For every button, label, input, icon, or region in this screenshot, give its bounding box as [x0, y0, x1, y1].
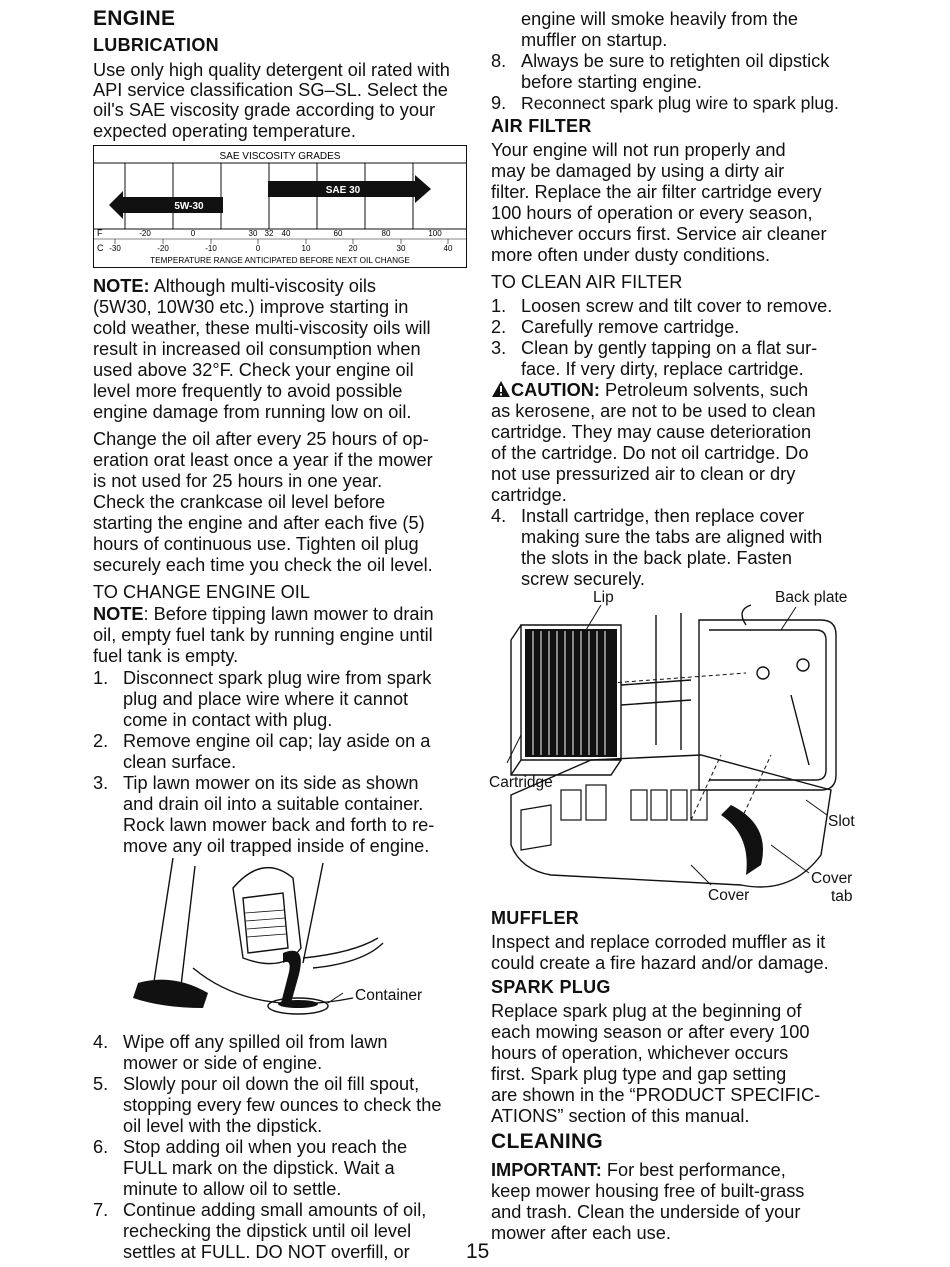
step-number: 7.	[93, 1200, 109, 1220]
caution-line: CAUTION: Petroleum solvents, such	[491, 380, 808, 400]
step-line: Tip lawn mower on its side as shown	[123, 773, 419, 793]
air-filter-heading: AIR FILTER	[491, 116, 592, 136]
chart-footer: TEMPERATURE RANGE ANTICIPATED BEFORE NEXT OIL CHANGE	[150, 256, 410, 265]
sae30-label: SAE 30	[325, 185, 361, 196]
air-filter-line: whichever occurs first. Service air cleaner	[491, 224, 827, 244]
note2-line: fuel tank is empty.	[93, 646, 239, 666]
chart-title: SAE VISCOSITY GRADES	[219, 151, 341, 162]
note1-line: result in increased oil consumption when	[93, 339, 421, 359]
caution-line: cartridge. They may cause deterioration	[491, 422, 812, 442]
step-line: Always be sure to retighten oil dipstick	[521, 51, 830, 71]
step-line: FULL mark on the dipstick. Wait a	[123, 1158, 395, 1178]
c-tick: -30	[109, 244, 121, 253]
continued-line: engine will smoke heavily from the	[521, 9, 798, 29]
step-line: face. If very dirty, replace cartridge.	[521, 359, 804, 379]
page-number: 15	[466, 1240, 490, 1263]
step-line: the slots in the back plate. Fasten	[521, 548, 792, 568]
important-line: and trash. Clean the underside of your	[491, 1202, 801, 1222]
f-tick: 0	[190, 229, 196, 238]
c-tick: 10	[301, 244, 311, 253]
cover-tab-label: Cover	[811, 870, 853, 887]
spark-plug-line: each mowing season or after every 100	[491, 1022, 810, 1042]
sw30-bar	[109, 191, 223, 219]
c-axis-label: C	[97, 243, 104, 253]
step-line: before starting engine.	[521, 72, 702, 92]
cover-label: Cover	[708, 887, 750, 904]
step-line: settles at FULL. DO NOT overfill, or	[123, 1242, 410, 1262]
step-line: plug and place wire where it cannot	[123, 689, 409, 709]
spark-plug-line: hours of operation, whichever occurs	[491, 1043, 789, 1063]
f-tick: 40	[281, 229, 291, 238]
c-tick: -20	[157, 244, 169, 253]
note1-label: NOTE:	[93, 276, 150, 296]
spark-plug-heading: SPARK PLUG	[491, 977, 611, 997]
caution-line: as kerosene, are not to be used to clean	[491, 401, 816, 421]
lubrication-line: API service classification SG–SL. Select the	[93, 80, 448, 100]
note1-line: level more frequently to avoid possible	[93, 381, 403, 401]
step-line: Wipe off any spilled oil from lawn	[123, 1032, 388, 1052]
step-line: minute to allow oil to settle.	[123, 1179, 342, 1199]
cover-tab-label: tab	[831, 888, 853, 905]
spark-plug-line: first. Spark plug type and gap setting	[491, 1064, 787, 1084]
step-number: 2.	[93, 731, 109, 751]
f-tick: -20	[139, 229, 151, 238]
step-line: Continue adding small amounts of oil,	[123, 1200, 427, 1220]
c-tick: -10	[205, 244, 217, 253]
important-line: mower after each use.	[491, 1223, 671, 1243]
step-number: 6.	[93, 1137, 109, 1157]
change-oil-line: is not used for 25 hours in one year.	[93, 471, 383, 491]
note1-line: cold weather, these multi-viscosity oils will	[93, 318, 431, 338]
step-line: Disconnect spark plug wire from spark	[123, 668, 432, 688]
lubrication-line: expected operating temperature.	[93, 121, 356, 141]
step-number: 2.	[491, 317, 507, 337]
step-number: 4.	[93, 1032, 109, 1052]
muffler-line: could create a fire hazard and/or damage.	[491, 953, 829, 973]
change-oil-line: securely each time you check the oil level.	[93, 555, 433, 575]
important-line: IMPORTANT: For best performance,	[491, 1160, 786, 1180]
continued-line: muffler on startup.	[521, 30, 668, 50]
cartridge-label: Cartridge	[489, 774, 553, 791]
air-filter-line: 100 hours of operation or every season,	[491, 203, 813, 223]
step-number: 3.	[93, 773, 109, 793]
slot-label: Slot	[828, 813, 855, 830]
step-line: Carefully remove cartridge.	[521, 317, 740, 337]
step-number: 4.	[491, 506, 507, 526]
step-number: 9.	[491, 93, 507, 113]
cleaning-heading: CLEANING	[491, 1130, 604, 1153]
change-oil-line: Change the oil after every 25 hours of op-	[93, 429, 429, 449]
step-line: come in contact with plug.	[123, 710, 333, 730]
air-filter-line: Your engine will not run properly and	[491, 140, 786, 160]
note2-line: NOTE: Before tipping lawn mower to drain	[93, 604, 434, 624]
step-line: Loosen screw and tilt cover to remove.	[521, 296, 833, 316]
spark-plug-line: ATIONS” section of this manual.	[491, 1106, 750, 1126]
step-line: oil level with the dipstick.	[123, 1116, 323, 1136]
sw30-label: 5W-30	[174, 201, 204, 212]
step-number: 5.	[93, 1074, 109, 1094]
caution-line: cartridge.	[491, 485, 567, 505]
air-filter-line: more often under dusty conditions.	[491, 245, 771, 265]
step-line: move any oil trapped inside of engine.	[123, 836, 430, 856]
to-clean-heading: TO CLEAN AIR FILTER	[491, 272, 683, 292]
c-tick: 20	[348, 244, 358, 253]
change-oil-line: eration orat least once a year if the mower	[93, 450, 433, 470]
lip-label: Lip	[593, 589, 614, 606]
muffler-line: Inspect and replace corroded muffler as it	[491, 932, 826, 952]
note1-line: engine damage from running low on oil.	[93, 402, 412, 422]
viscosity-chart	[93, 145, 468, 269]
step-number: 1.	[491, 296, 507, 316]
step-line: and drain oil into a suitable container.	[123, 794, 424, 814]
step-line: Stop adding oil when you reach the	[123, 1137, 408, 1157]
f-axis-label: F	[97, 228, 103, 238]
note1-line: (5W30, 10W30 etc.) improve starting in	[93, 297, 409, 317]
c-tick: 40	[443, 244, 453, 253]
step-line: screw securely.	[521, 569, 645, 589]
step-line: Clean by gently tapping on a flat sur-	[521, 338, 818, 358]
note2-line: oil, empty fuel tank by running engine until	[93, 625, 433, 645]
f-tick: 30	[248, 229, 258, 238]
step-number: 8.	[491, 51, 507, 71]
step-line: rechecking the dipstick until oil level	[123, 1221, 412, 1241]
caution-label: CAUTION:	[511, 380, 600, 400]
step-line: Rock lawn mower back and forth to re-	[123, 815, 435, 835]
step-number: 1.	[93, 668, 109, 688]
step-line: Install cartridge, then replace cover	[521, 506, 805, 526]
change-oil-line: hours of continuous use. Tighten oil plug	[93, 534, 419, 554]
step-line: Slowly pour oil down the oil fill spout,	[123, 1074, 420, 1094]
air-filter-illustration	[491, 595, 861, 905]
f-tick: 100	[428, 229, 442, 238]
container-label: Container	[355, 987, 423, 1004]
step-line: Remove engine oil cap; lay aside on a	[123, 731, 431, 751]
back-plate-label: Back plate	[775, 589, 848, 606]
note2-label: NOTE	[93, 604, 144, 624]
step-line: mower or side of engine.	[123, 1053, 323, 1073]
change-oil-line: Check the crankcase oil level before	[93, 492, 386, 512]
change-oil-line: starting the engine and after each five (5)	[93, 513, 425, 533]
step-line: stopping every few ounces to check the	[123, 1095, 442, 1115]
important-line: keep mower housing free of built-grass	[491, 1181, 805, 1201]
c-tick: 30	[396, 244, 406, 253]
step-line: clean surface.	[123, 752, 237, 772]
spark-plug-line: are shown in the “PRODUCT SPECIFIC-	[491, 1085, 821, 1105]
lubrication-line: Use only high quality detergent oil rated with	[93, 60, 450, 80]
f-tick: 32	[264, 229, 274, 238]
important-label: IMPORTANT:	[491, 1160, 602, 1180]
muffler-heading: MUFFLER	[491, 908, 580, 928]
engine-heading: ENGINE	[93, 7, 176, 30]
lubrication-heading: LUBRICATION	[93, 35, 219, 55]
note1-line: used above 32°F. Check your engine oil	[93, 360, 414, 380]
caution-line: of the cartridge. Do not oil cartridge. Do	[491, 443, 809, 463]
to-change-oil-heading: TO CHANGE ENGINE OIL	[93, 582, 310, 602]
air-filter-line: may be damaged by using a dirty air	[491, 161, 785, 181]
lubrication-line: oil's SAE viscosity grade according to your	[93, 100, 436, 120]
note1-line: NOTE: Although multi-viscosity oils	[93, 276, 377, 296]
f-tick: 80	[381, 229, 391, 238]
f-tick: 60	[333, 229, 343, 238]
step-number: 3.	[491, 338, 507, 358]
warning-triangle-icon	[491, 380, 511, 398]
step-line: making sure the tabs are aligned with	[521, 527, 823, 547]
step-line: Reconnect spark plug wire to spark plug.	[521, 93, 839, 113]
air-filter-line: filter. Replace the air filter cartridge every	[491, 182, 822, 202]
caution-line: not use pressurized air to clean or dry	[491, 464, 796, 484]
spark-plug-line: Replace spark plug at the beginning of	[491, 1001, 802, 1021]
c-tick: 0	[255, 244, 261, 253]
